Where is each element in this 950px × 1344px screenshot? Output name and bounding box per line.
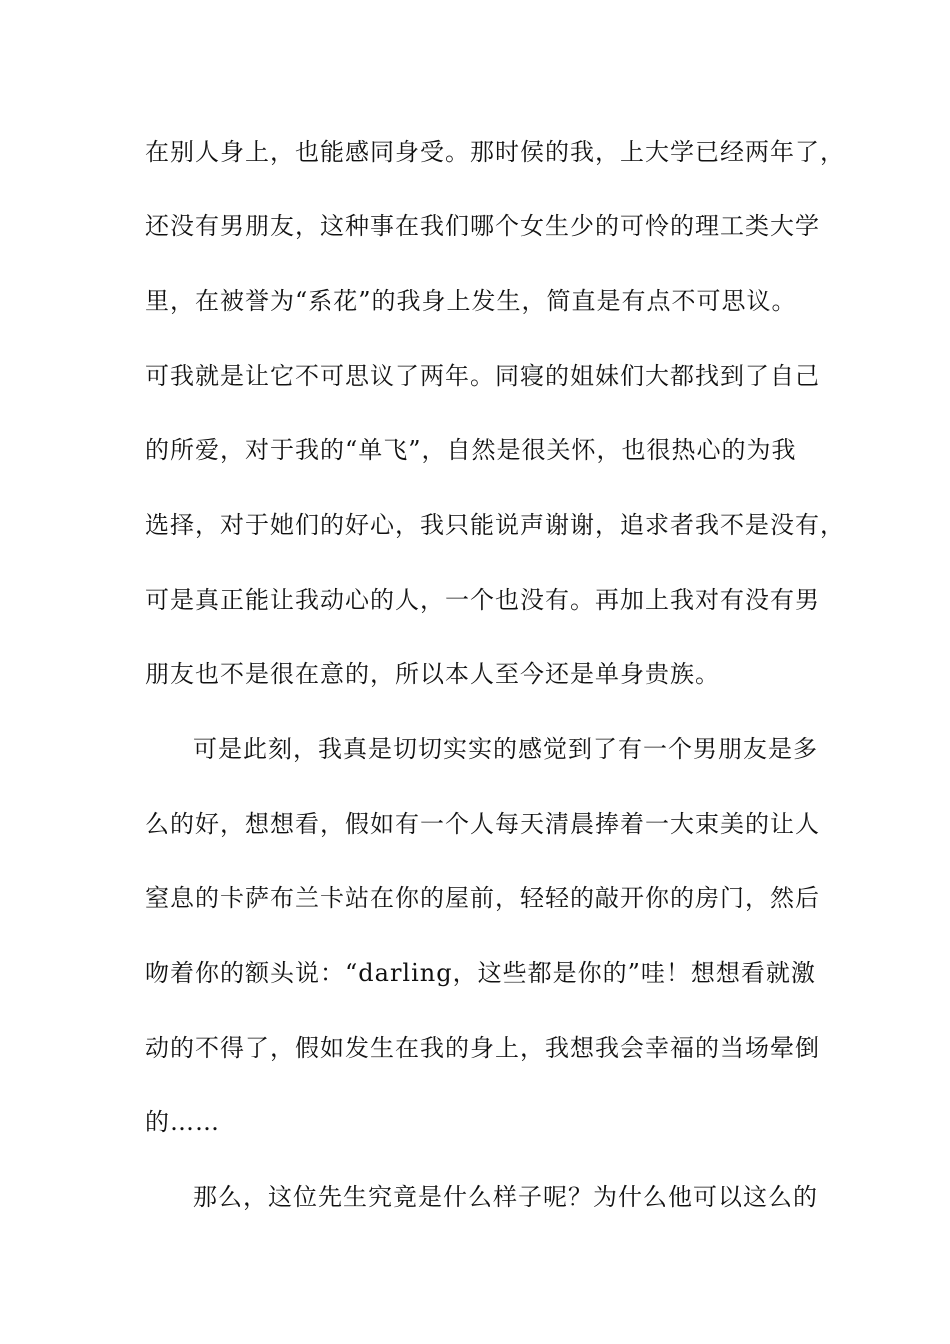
paragraph-first-line: 可是此刻，我真是切切实实的感觉到了有一个男朋友是多	[193, 735, 818, 763]
text-line: 窒息的卡萨布兰卡站在你的屋前，轻轻的敲开你的房门，然后	[145, 884, 820, 912]
text-line: 还没有男朋友，这种事在我们哪个女生少的可怜的理工类大学	[145, 212, 820, 240]
text-line: 动的不得了，假如发生在我的身上，我想我会幸福的当场晕倒	[145, 1034, 820, 1062]
text-line: 的所爱，对于我的“单飞”，自然是很关怀，也很热心的为我	[145, 436, 797, 464]
text-line: 么的好，想想看，假如有一个人每天清晨捧着一大束美的让人	[145, 810, 820, 838]
text-line: 选择，对于她们的好心，我只能说声谢谢，追求者我不是没有，	[145, 511, 845, 539]
text-line: 吻着你的额头说：“darling，这些都是你的”哇！想想看就激	[145, 959, 816, 987]
paragraph-first-line: 那么，这位先生究竟是什么样子呢？为什么他可以这么的	[193, 1183, 818, 1211]
text-line: 在别人身上，也能感同身受。那时侯的我，上大学已经两年了，	[145, 138, 845, 166]
text-line: 朋友也不是很在意的，所以本人至今还是单身贵族。	[145, 660, 720, 688]
text-line: 可我就是让它不可思议了两年。同寝的姐妹们大都找到了自己	[145, 362, 820, 390]
text-line: 可是真正能让我动心的人，一个也没有。再加上我对有没有男	[145, 586, 820, 614]
text-line: 的……	[145, 1108, 220, 1136]
text-line: 里，在被誉为“系花”的我身上发生，简直是有点不可思议。	[145, 287, 797, 315]
